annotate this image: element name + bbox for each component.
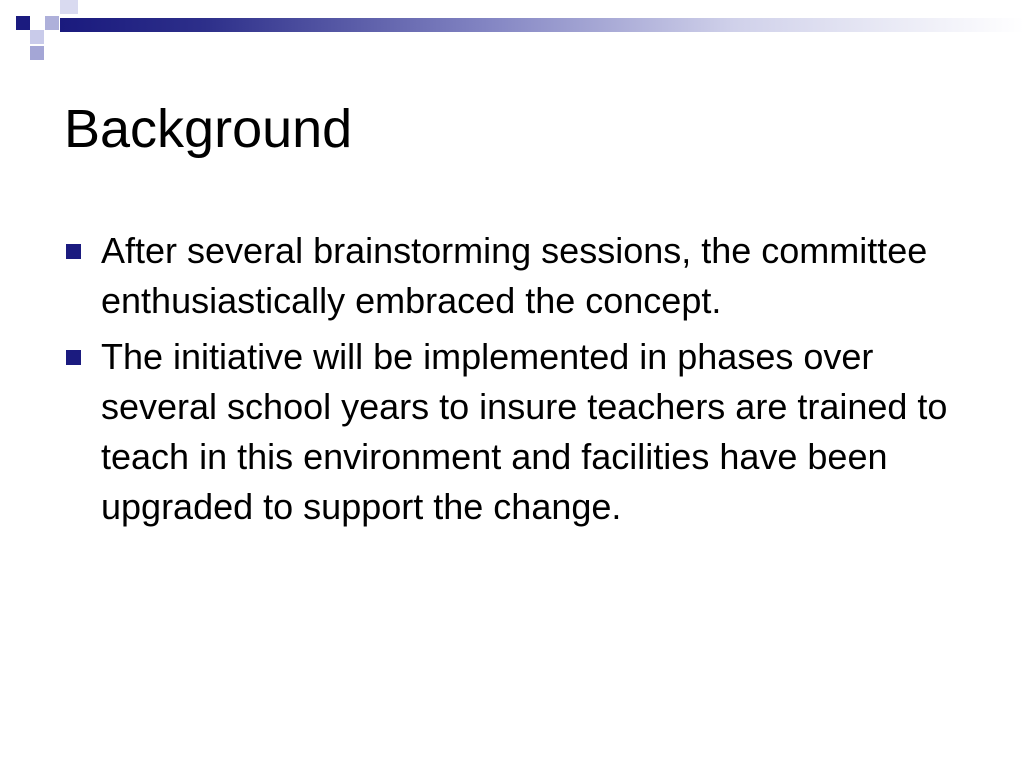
slide-title: Background (64, 99, 353, 159)
bullet-list (64, 226, 984, 538)
bullet-item (64, 332, 984, 532)
bullet-text: The initiative will be implemented in phases over several school years to insure teachers are trained to teach in this environment and facilities have been upgraded to support the change. (101, 336, 948, 527)
square-bullet-icon (66, 244, 81, 259)
decorative-square (60, 0, 78, 14)
decorative-square (45, 16, 59, 30)
decorative-square (30, 30, 44, 44)
bullet-item (64, 226, 984, 326)
decorative-square (16, 16, 30, 30)
bullet-text: After several brainstorming sessions, the committee enthusiastically embraced the concept. (101, 230, 928, 321)
decorative-square (30, 46, 44, 60)
header-gradient-bar (60, 18, 1024, 32)
header-decoration (0, 0, 1024, 64)
square-bullet-icon (66, 350, 81, 365)
